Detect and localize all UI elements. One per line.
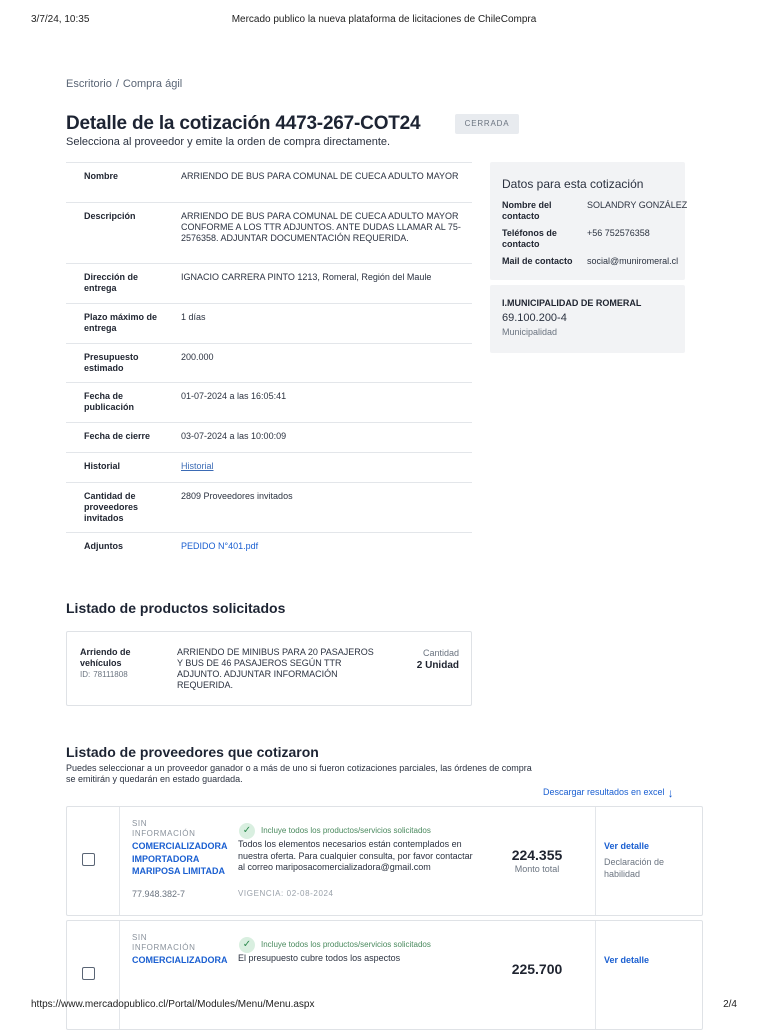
contact-phone-value: +56 752576358 bbox=[587, 228, 650, 238]
page-subtitle: Selecciona al proveedor y emite la orden de compra directamente. bbox=[66, 136, 391, 148]
product-id-value: 78111808 bbox=[93, 670, 128, 679]
detail-value: 2809 Proveedores invitados bbox=[181, 491, 293, 501]
print-url: https://www.mercadopublico.cl/Portal/Modules/Menu/Menu.aspx bbox=[31, 999, 315, 1010]
detail-value: IGNACIO CARRERA PINTO 1213, Romeral, Región del Maule bbox=[181, 272, 432, 282]
print-page-title: Mercado publico la nueva plataforma de licitaciones de ChileCompra bbox=[231, 14, 537, 25]
product-card bbox=[66, 631, 472, 706]
download-excel-label: Descargar resultados en excel bbox=[543, 787, 665, 797]
detail-row-fecha-publicacion bbox=[66, 382, 472, 422]
contact-name-label: Nombre del contacto bbox=[502, 200, 552, 221]
supplier-rut: 77.948.382-7 bbox=[132, 889, 186, 899]
product-name: Arriendo de vehículos bbox=[80, 647, 131, 668]
contact-card-title: Datos para esta cotización bbox=[502, 177, 644, 191]
breadcrumb bbox=[66, 78, 182, 90]
detail-value: 03-07-2024 a las 10:00:09 bbox=[181, 431, 287, 441]
suppliers-section-title: Listado de proveedores que cotizaron bbox=[66, 744, 319, 760]
supplier-amount: 224.355 bbox=[511, 847, 563, 863]
supplier-tag: SIN INFORMACIÓN bbox=[132, 933, 196, 952]
detail-label: Fecha de publicación bbox=[84, 391, 135, 412]
supplier-includes-all: Incluye todos los productos/servicios solicitados bbox=[261, 826, 431, 835]
supplier-select-checkbox[interactable] bbox=[82, 967, 95, 980]
suppliers-subtitle: Puedes seleccionar a un proveedor ganador o a más de uno si fueron cotizaciones parciales, las órdenes de compra se emitirán y quedarán en estado guardada. bbox=[66, 763, 532, 784]
declaracion-habilidad-link[interactable]: Declaración de habilidad bbox=[604, 857, 665, 879]
arrow-down-icon: ↓ bbox=[667, 786, 674, 800]
detail-value: 01-07-2024 a las 16:05:41 bbox=[181, 391, 287, 401]
detail-value: 1 días bbox=[181, 312, 206, 322]
detail-row-historial bbox=[66, 452, 472, 482]
supplier-name-link[interactable]: COMERCIALIZADORA bbox=[132, 955, 228, 965]
product-quantity: 2 Unidad bbox=[416, 660, 459, 671]
detail-row-adjuntos bbox=[66, 532, 472, 562]
historial-link[interactable]: Historial bbox=[181, 461, 214, 471]
detail-label: Historial bbox=[84, 461, 121, 471]
print-footer bbox=[31, 999, 737, 1013]
detail-label: Dirección de entrega bbox=[84, 272, 139, 293]
page-title: Detalle de la cotización 4473-267-COT24 bbox=[66, 113, 421, 134]
product-description: ARRIENDO DE MINIBUS PARA 20 PASAJEROS Y BUS DE 46 PASAJEROS SEGÚN TTR ADJUNTO. ADJUNTAR INFORMACIÓN REQUERIDA. bbox=[177, 647, 374, 690]
supplier-card bbox=[66, 806, 703, 916]
organization-name: I.MUNICIPALIDAD DE ROMERAL bbox=[502, 298, 642, 308]
detail-label: Descripción bbox=[84, 211, 136, 221]
supplier-amount-label: Monto total bbox=[514, 864, 560, 874]
organization-card bbox=[490, 285, 685, 353]
detail-row-plazo bbox=[66, 303, 472, 343]
detail-value: ARRIENDO DE BUS PARA COMUNAL DE CUECA ADULTO MAYOR bbox=[181, 171, 459, 181]
detail-label: Adjuntos bbox=[84, 541, 123, 551]
supplier-tag: SIN INFORMACIÓN bbox=[132, 819, 196, 838]
detail-label: Presupuesto estimado bbox=[84, 352, 139, 373]
card-divider bbox=[119, 807, 120, 915]
detail-value: ARRIENDO DE BUS PARA COMUNAL DE CUECA ADULTO MAYOR CONFORME A LOS TTR ADJUNTOS. ANTE DUDAS LLAMAR AL 75-2576358. ADJUNTAR DOCUMENTACIÓN REQUERIDA. bbox=[181, 211, 461, 243]
supplier-offer-text: El presupuesto cubre todos los aspectos bbox=[238, 953, 401, 963]
supplier-includes-all: Incluye todos los productos/servicios solicitados bbox=[261, 940, 431, 949]
supplier-card bbox=[66, 920, 703, 1030]
download-excel-link[interactable] bbox=[543, 786, 674, 800]
detail-label: Fecha de cierre bbox=[84, 431, 151, 441]
detail-row-direccion bbox=[66, 263, 472, 303]
card-divider bbox=[595, 807, 596, 915]
detail-row-fecha-cierre bbox=[66, 422, 472, 452]
contact-mail-label: Mail de contacto bbox=[502, 256, 573, 266]
status-badge: CERRADA bbox=[455, 114, 519, 134]
breadcrumb-separator: / bbox=[115, 78, 119, 90]
detail-label: Plazo máximo de entrega bbox=[84, 312, 158, 333]
quotation-details-table bbox=[66, 162, 472, 562]
detail-row-presupuesto bbox=[66, 343, 472, 382]
print-page-number: 2/4 bbox=[723, 999, 737, 1010]
organization-type: Municipalidad bbox=[502, 327, 558, 337]
detail-label: Nombre bbox=[84, 171, 119, 181]
print-datetime: 3/7/24, 10:35 bbox=[31, 14, 90, 25]
products-section-title: Listado de productos solicitados bbox=[66, 600, 286, 616]
breadcrumb-item-escritorio[interactable]: Escritorio bbox=[66, 78, 112, 90]
detail-row-proveedores-invitados bbox=[66, 482, 472, 532]
supplier-name-link[interactable]: COMERCIALIZADORA IMPORTADORA MARIPOSA LIMITADA bbox=[132, 841, 228, 876]
contact-name-value: SOLANDRY GONZÁLEZ bbox=[587, 200, 688, 210]
detail-label: Cantidad de proveedores invitados bbox=[84, 491, 139, 523]
product-id-label: ID: bbox=[80, 670, 91, 679]
supplier-amount: 225.700 bbox=[511, 961, 563, 977]
supplier-offer-text: Todos los elementos necesarios están contemplados en nuestra oferta. Para cualquier consulta, por favor contactar al correo mariposacomercializadora@gmail.com bbox=[238, 839, 473, 872]
check-circle-icon: ✓ bbox=[239, 823, 255, 839]
supplier-validity: VIGENCIA: 02-08-2024 bbox=[238, 889, 334, 898]
organization-rut: 69.100.200-4 bbox=[502, 312, 567, 324]
supplier-select-checkbox[interactable] bbox=[82, 853, 95, 866]
view-detail-link[interactable]: Ver detalle bbox=[604, 841, 650, 851]
contact-mail-value: social@muniromeral.cl bbox=[587, 256, 679, 266]
view-detail-link[interactable]: Ver detalle bbox=[604, 955, 650, 965]
breadcrumb-item-compra-agil[interactable]: Compra ágil bbox=[122, 78, 183, 90]
contact-card bbox=[490, 162, 688, 280]
detail-value: 200.000 bbox=[181, 352, 214, 362]
contact-phone-label: Teléfonos de contacto bbox=[502, 228, 557, 249]
detail-row-descripcion bbox=[66, 202, 472, 263]
product-quantity-label: Cantidad bbox=[422, 648, 459, 658]
check-circle-icon: ✓ bbox=[239, 937, 255, 953]
product-id bbox=[80, 670, 128, 679]
detail-row-nombre bbox=[66, 162, 472, 202]
attachment-link[interactable]: PEDIDO N°401.pdf bbox=[181, 541, 259, 551]
